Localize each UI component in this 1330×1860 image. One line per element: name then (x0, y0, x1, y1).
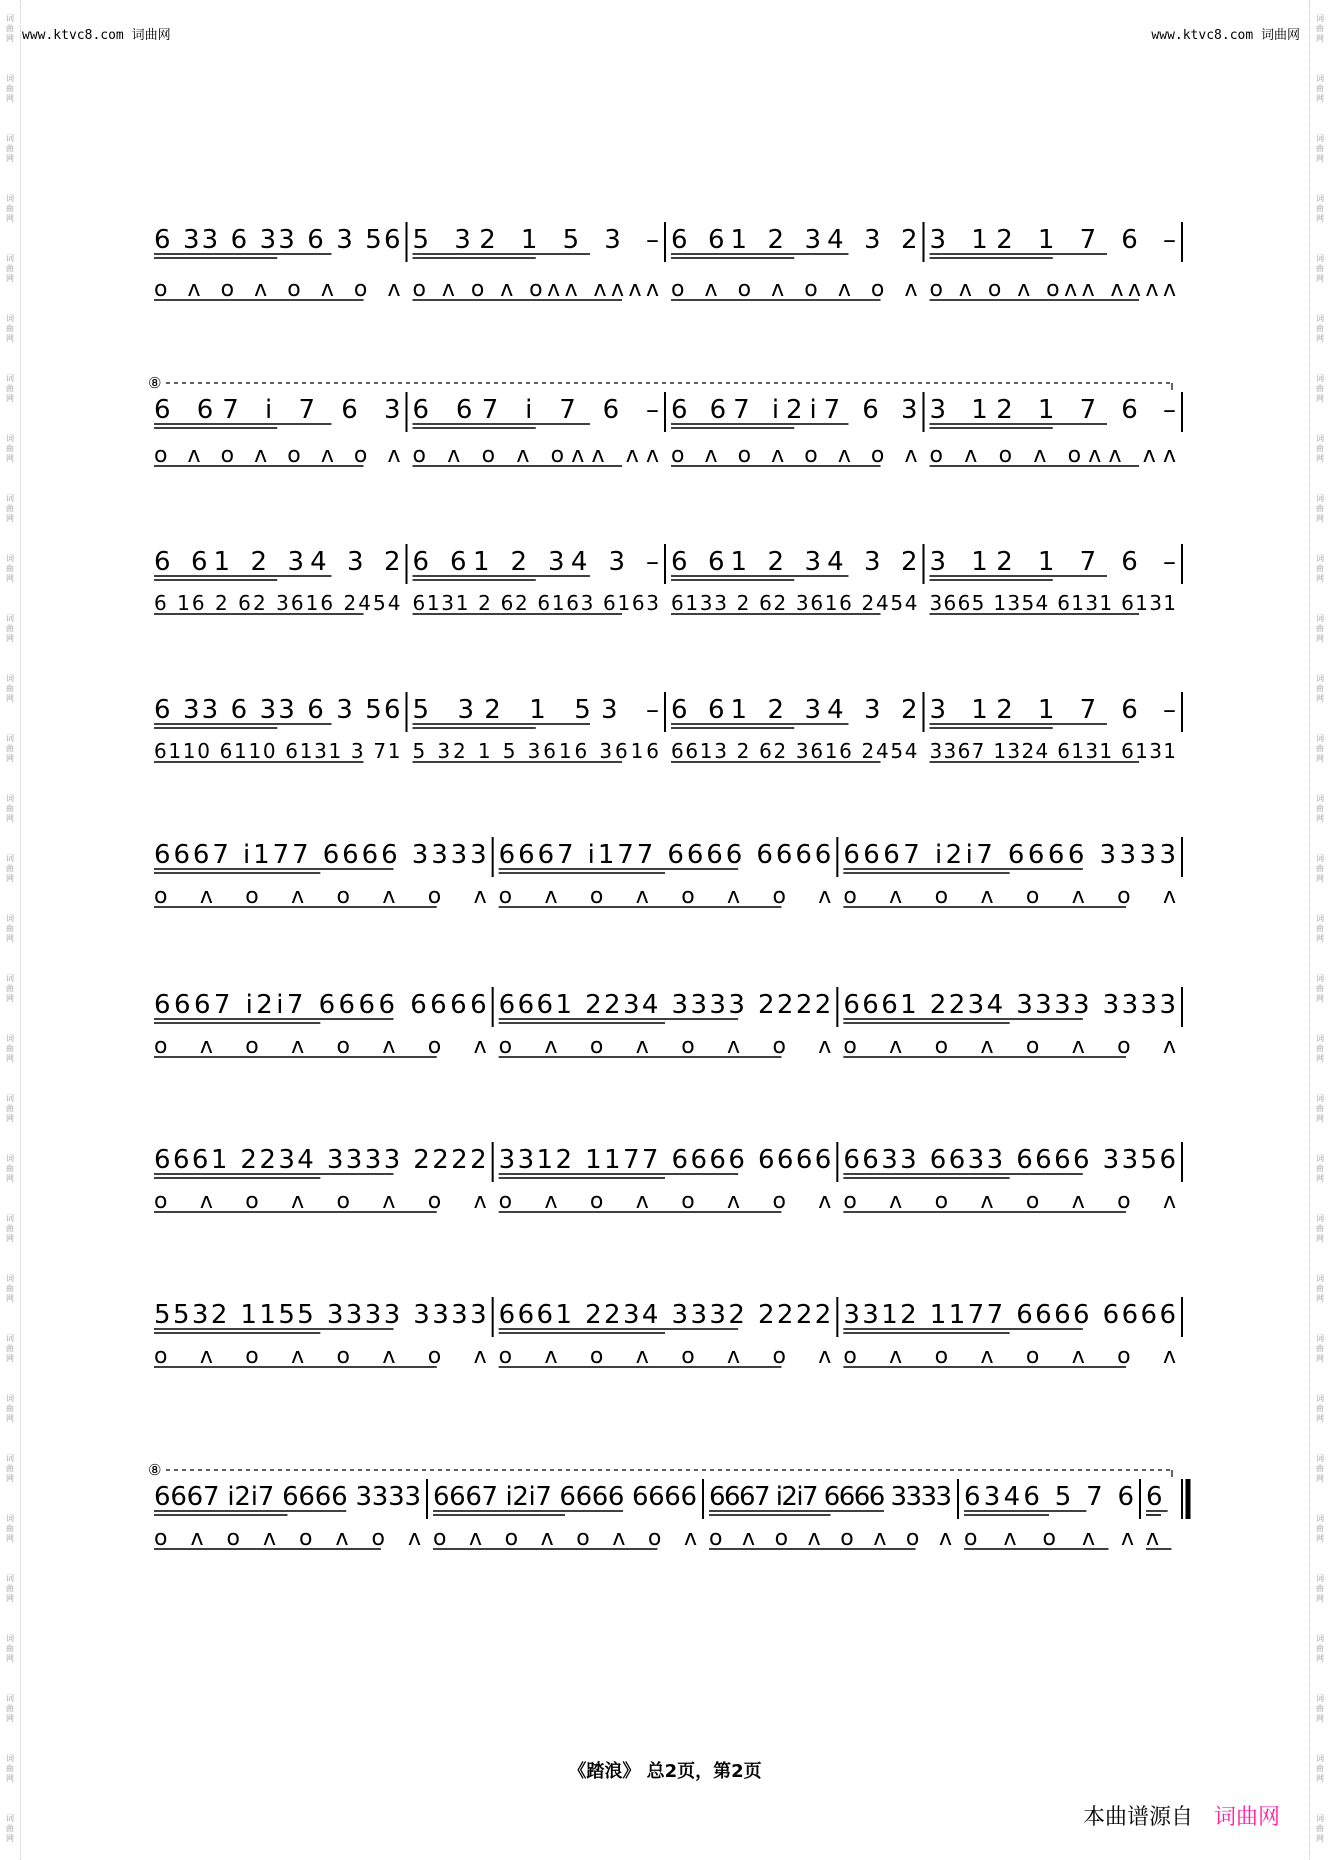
watermark-text: 词 曲 网 (6, 794, 14, 823)
measure-notes: 6 67 i 7 6 – (412, 395, 659, 425)
measure-notes: 5 32 1 53 – (412, 695, 659, 725)
measure-notes: 6667 i2i7 6666 3333 (843, 840, 1176, 870)
watermark-text: 词 曲 网 (6, 674, 14, 703)
watermark-text: 词 曲 网 (1316, 1514, 1324, 1543)
page-footer-title: 《踏浪》 总2页，第2页 (568, 1761, 762, 1782)
measure-accompaniment: o ʌ o ʌ oʌʌ ʌʌ (412, 443, 659, 468)
measure-notes: 6667 i2i7 6666 3333 (709, 1482, 952, 1512)
measure-notes: 6 67 i 7 6 3 (154, 395, 401, 425)
watermark-text: 词 曲 网 (6, 914, 14, 943)
watermark-text: 词 曲 网 (6, 1214, 14, 1243)
measure-notes: 6667 i177 6666 6666 (498, 840, 832, 870)
watermark-text: 词 曲 网 (1316, 614, 1324, 643)
watermark-text: 词 曲 网 (6, 854, 14, 883)
measure-notes: 6 61 2 34 3 2 (154, 547, 401, 577)
measure-accompaniment: o ʌ o ʌ o ʌ o ʌ (154, 443, 401, 468)
header-site-right: www.ktvc8.com 词曲网 (1151, 28, 1300, 43)
measure-notes: 6661 2234 3332 2222 (498, 1300, 832, 1330)
watermark-text: 词 曲 网 (1316, 1274, 1324, 1303)
measure-accompaniment: o ʌ o ʌ o ʌ o ʌ (154, 1189, 487, 1214)
measure-accompaniment: o ʌ o ʌ o ʌ o ʌ (671, 443, 918, 468)
watermark-text: 词 曲 网 (1316, 1454, 1324, 1483)
credit-label: 本曲谱源自 (1082, 1805, 1193, 1830)
watermark-text: 词 曲 网 (1316, 14, 1324, 43)
measure-notes: 6667 i177 6666 3333 (154, 840, 487, 870)
measure-accompaniment: o ʌ o ʌ o ʌ o ʌ (498, 1344, 832, 1369)
watermark-text: 词 曲 网 (6, 1814, 14, 1843)
watermark-text: 词 曲 网 (1316, 374, 1324, 403)
measure-notes: 6 61 2 34 3 2 (671, 225, 918, 255)
watermark-text: 词 曲 网 (1316, 974, 1324, 1003)
watermark-text: 词 曲 网 (1316, 554, 1324, 583)
watermark-text: 词 曲 网 (6, 1394, 14, 1423)
watermark-text: 词 曲 网 (6, 1034, 14, 1063)
header-site-left: www.ktvc8.com 词曲网 (22, 28, 171, 43)
measure-accompaniment: o ʌ o ʌ o ʌ o ʌ (433, 1526, 697, 1551)
watermark-text: 词 曲 网 (1316, 1214, 1324, 1243)
watermark-text: 词 曲 网 (6, 74, 14, 103)
measure-notes: 6 61 2 34 3 2 (671, 547, 918, 577)
watermark-text: 词 曲 网 (6, 434, 14, 463)
measure-notes: 3 12 1 7 6 – (929, 225, 1176, 255)
watermark-text: 词 曲 网 (6, 1334, 14, 1363)
credit-brand-link[interactable]: 词曲网 (1213, 1805, 1280, 1830)
watermark-text: 词 曲 网 (6, 734, 14, 763)
measure-accompaniment: o ʌ o ʌ o ʌ o ʌ (498, 1034, 832, 1059)
measure-notes: 6 33 6 33 6 3 56 (154, 225, 401, 255)
watermark-text: 词 曲 网 (1316, 794, 1324, 823)
measure-notes: 3312 1177 6666 6666 (498, 1145, 832, 1175)
measure-accompaniment: o ʌ o ʌ ʌ (964, 1526, 1134, 1551)
watermark-text: 词 曲 网 (6, 374, 14, 403)
measure-accompaniment: o ʌ o ʌ o ʌ o ʌ (498, 1189, 832, 1214)
ottava-mark: ⑧ (148, 1461, 162, 1479)
measure-notes: 6 67 i2i7 6 3 (671, 395, 918, 425)
measure-notes: 6661 2234 3333 2222 (154, 1145, 487, 1175)
watermark-text: 词 曲 网 (6, 1154, 14, 1183)
measure-notes: 3 12 1 7 6 – (929, 695, 1176, 725)
measure-accompaniment: 6 16 2 62 3616 2454 (154, 591, 401, 615)
watermark-text: 词 曲 网 (6, 1094, 14, 1123)
measure-accompaniment: 6613 2 62 3616 2454 (671, 739, 918, 763)
measure-accompaniment: o ʌ o ʌ o ʌ o ʌ (709, 1526, 952, 1551)
measure-accompaniment: o ʌ o ʌ o ʌ o ʌ (843, 884, 1176, 909)
watermark-text: 词 曲 网 (1316, 1154, 1324, 1183)
watermark-text: 词 曲 网 (6, 494, 14, 523)
watermark-text: 词 曲 网 (1316, 854, 1324, 883)
watermark-text: 词 曲 网 (1316, 434, 1324, 463)
measure-accompaniment: o ʌ o ʌ o ʌ o ʌ (671, 277, 918, 302)
watermark-text: 词 曲 网 (1316, 1754, 1324, 1783)
measure-notes: 6 33 6 33 6 3 56 (154, 695, 401, 725)
measure-accompaniment: o ʌ o ʌ o ʌ o ʌ (843, 1034, 1176, 1059)
watermark-text: 词 曲 网 (1316, 1634, 1324, 1663)
measure-accompaniment: 6110 6110 6131 3 71 (154, 739, 401, 763)
measure-accompaniment: o ʌ o ʌ o ʌ o ʌ (154, 1034, 487, 1059)
watermark-text: 词 曲 网 (6, 614, 14, 643)
measure-accompaniment: o ʌ o ʌ o ʌ o ʌ (843, 1344, 1176, 1369)
watermark-text: 词 曲 网 (6, 1454, 14, 1483)
measure-accompaniment: 3367 1324 6131 6131 (929, 739, 1176, 763)
watermark-text: 词 曲 网 (1316, 1814, 1324, 1843)
watermark-text: 词 曲 网 (1316, 1694, 1324, 1723)
watermark-text: 词 曲 网 (6, 254, 14, 283)
watermark-text: 词 曲 网 (1316, 914, 1324, 943)
watermark-text: 词 曲 网 (6, 554, 14, 583)
watermark-text: 词 曲 网 (6, 194, 14, 223)
measure-accompaniment: 6131 2 62 6163 6163 (412, 591, 659, 615)
measure-accompaniment: o ʌ o ʌ o ʌ o ʌ (154, 884, 487, 909)
source-credit (1083, 1800, 1280, 1831)
watermark-text: 词 曲 网 (6, 1754, 14, 1783)
measure-notes: 6661 2234 3333 3333 (843, 990, 1176, 1020)
watermark-text: 词 曲 网 (6, 134, 14, 163)
watermark-text: 词 曲 网 (1316, 674, 1324, 703)
watermark-text: 词 曲 网 (6, 14, 14, 43)
measure-notes: 3 12 1 7 6 – (929, 547, 1176, 577)
watermark-text: 词 曲 网 (6, 1574, 14, 1603)
ottava-mark: ⑧ (148, 374, 162, 392)
measure-notes: 6633 6633 6666 3356 (843, 1145, 1176, 1175)
measure-notes: 3312 1177 6666 6666 (843, 1300, 1176, 1330)
measure-notes: 5532 1155 3333 3333 (154, 1300, 487, 1330)
measure-notes: 3 12 1 7 6 – (929, 395, 1176, 425)
watermark-text: 词 曲 网 (1316, 1094, 1324, 1123)
measure-accompaniment: o ʌ o ʌ o ʌ o ʌ (498, 884, 832, 909)
measure-accompaniment: o ʌ o ʌ oʌʌ ʌʌʌʌ (412, 277, 659, 302)
measure-accompaniment: o ʌ o ʌ o ʌ o ʌ (154, 1344, 487, 1369)
measure-notes: 6 (1146, 1482, 1163, 1512)
watermark-text: 词 曲 网 (1316, 1334, 1324, 1363)
measure-accompaniment: o ʌ o ʌ o ʌ o ʌ (154, 1526, 421, 1551)
watermark-text: 词 曲 网 (1316, 254, 1324, 283)
measure-accompaniment: o ʌ o ʌ oʌʌ ʌʌʌʌ (929, 277, 1176, 302)
watermark-text: 词 曲 网 (1316, 194, 1324, 223)
measure-notes: 6 61 2 34 3 – (412, 547, 659, 577)
measure-accompaniment: 3665 1354 6131 6131 (929, 591, 1176, 615)
measure-accompaniment: 5 32 1 5 3616 3616 (412, 739, 659, 763)
watermark-text: 词 曲 网 (1316, 1394, 1324, 1423)
measure-accompaniment: o ʌ o ʌ o ʌ o ʌ (154, 277, 401, 302)
watermark-text: 词 曲 网 (6, 1634, 14, 1663)
measure-notes: 6667 i2i7 6666 6666 (433, 1482, 697, 1512)
watermark-text: 词 曲 网 (1316, 74, 1324, 103)
measure-notes: 6667 i2i7 6666 3333 (154, 1482, 421, 1512)
measure-notes: 6661 2234 3333 2222 (498, 990, 832, 1020)
watermark-text: 词 曲 网 (1316, 494, 1324, 523)
measure-notes: 6 61 2 34 3 2 (671, 695, 918, 725)
measure-accompaniment: 6133 2 62 3616 2454 (671, 591, 918, 615)
measure-notes: 6667 i2i7 6666 6666 (154, 990, 487, 1020)
watermark-text: 词 曲 网 (6, 1274, 14, 1303)
measure-accompaniment: o ʌ o ʌ o ʌ o ʌ (843, 1189, 1176, 1214)
measure-notes: 6346 5 7 6 (964, 1482, 1134, 1512)
watermark-text: 词 曲 网 (1316, 1034, 1324, 1063)
measure-accompaniment: ʌ (1146, 1526, 1160, 1551)
watermark-text: 词 曲 网 (6, 314, 14, 343)
watermark-text: 词 曲 网 (1316, 134, 1324, 163)
watermark-text: 词 曲 网 (6, 974, 14, 1003)
watermark-text: 词 曲 网 (6, 1694, 14, 1723)
watermark-text: 词 曲 网 (1316, 314, 1324, 343)
watermark-text: 词 曲 网 (1316, 734, 1324, 763)
measure-accompaniment: o ʌ o ʌ oʌʌ ʌʌ (929, 443, 1176, 468)
watermark-text: 词 曲 网 (1316, 1574, 1324, 1603)
watermark-text: 词 曲 网 (6, 1514, 14, 1543)
measure-notes: 5 32 1 5 3 – (412, 225, 659, 255)
